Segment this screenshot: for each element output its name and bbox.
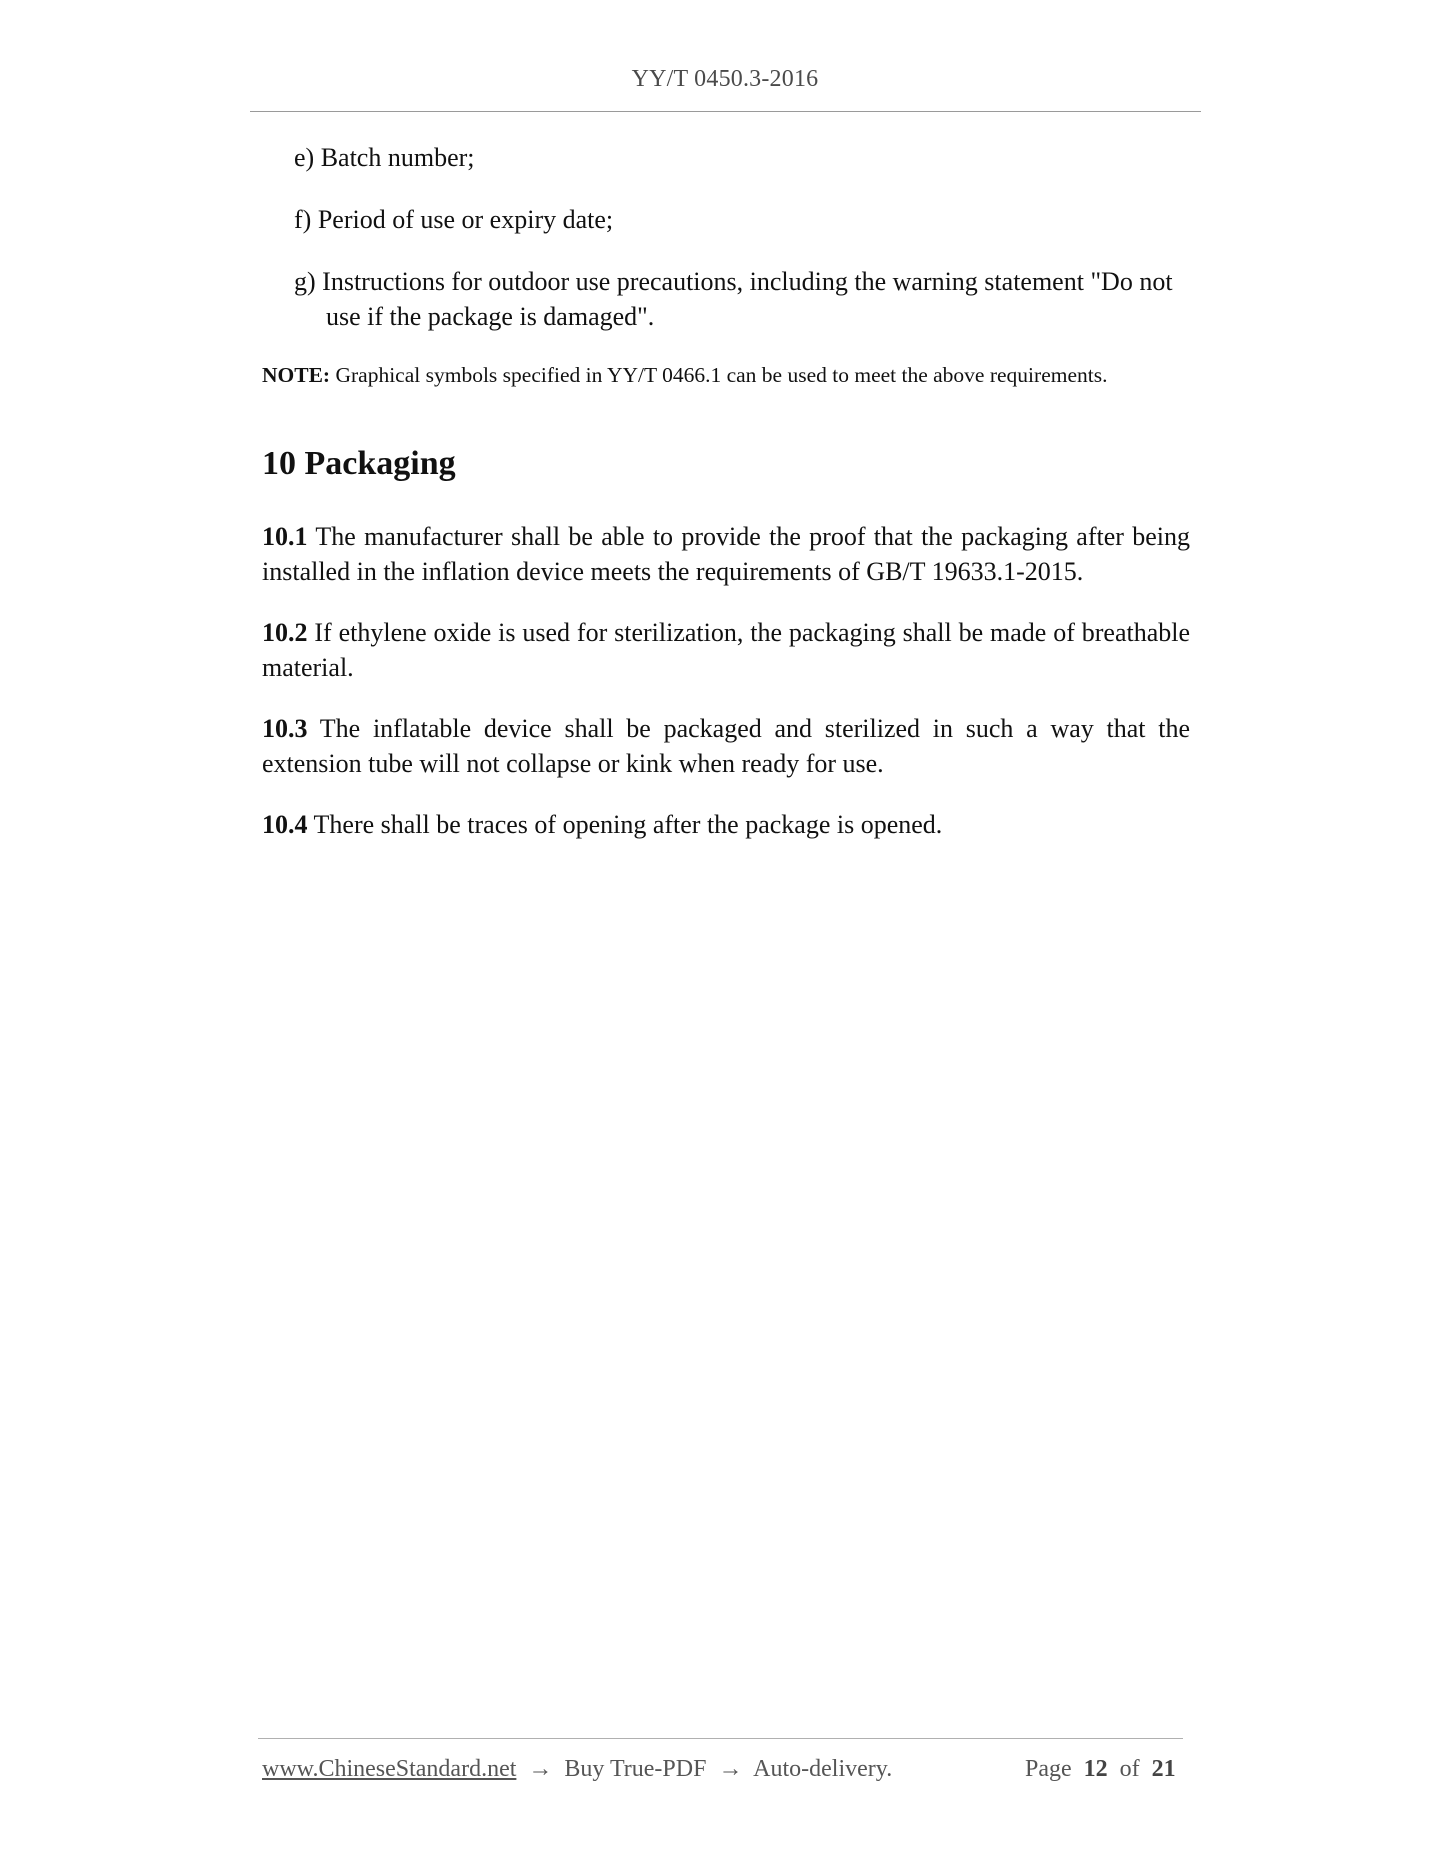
clause-number: 10.1 <box>262 522 308 551</box>
list-marker: g) <box>294 267 316 296</box>
of-label: of <box>1119 1756 1140 1782</box>
list-item-e <box>294 140 1190 175</box>
list-item-f <box>294 202 1190 237</box>
document-code-header: YY/T 0450.3-2016 <box>631 66 819 92</box>
list-text: Instructions for outdoor use precautions, including the warning statement "Do not use if the package is damaged". <box>322 267 1173 331</box>
note-label: NOTE: <box>262 363 331 387</box>
clause-10-3 <box>262 711 1190 781</box>
list-marker: e) <box>294 143 315 172</box>
page-total: 21 <box>1151 1756 1176 1782</box>
header-divider <box>250 111 1201 112</box>
footer-divider <box>258 1738 1183 1739</box>
list-item-g <box>294 264 1190 334</box>
page-indicator <box>1025 1756 1176 1783</box>
list-marker: f) <box>294 205 312 234</box>
clause-text: The manufacturer shall be able to provide the proof that the packaging after being installed in the inflation device meets the requirements of GB/T 19633.1-2015. <box>262 522 1190 586</box>
clause-text: The inflatable device shall be packaged and sterilized in such a way that the extension tube will not collapse or kink when ready for use. <box>262 714 1190 778</box>
note-paragraph <box>262 360 1190 390</box>
arrow-right-icon: → <box>718 1756 743 1782</box>
note-text: Graphical symbols specified in YY/T 0466.1 can be used to meet the above requirements. <box>335 363 1108 387</box>
clause-10-2 <box>262 615 1190 685</box>
arrow-right-icon: → <box>528 1756 553 1782</box>
page-label: Page <box>1025 1756 1072 1782</box>
delivery-text: Auto-delivery. <box>753 1756 893 1782</box>
site-link[interactable]: www.ChineseStandard.net <box>262 1756 517 1782</box>
list-text: Batch number; <box>320 143 475 172</box>
clause-text: If ethylene oxide is used for sterilization, the packaging shall be made of breathable material. <box>262 618 1191 682</box>
clause-text: There shall be traces of opening after the package is opened. <box>313 810 943 839</box>
clause-10-4 <box>262 807 1190 842</box>
section-heading: 10 Packaging <box>262 445 456 482</box>
page-body <box>262 140 1190 842</box>
clause-number: 10.4 <box>262 810 308 839</box>
clause-number: 10.3 <box>262 714 308 743</box>
page-current: 12 <box>1083 1756 1108 1782</box>
clause-number: 10.2 <box>262 618 308 647</box>
list-text: Period of use or expiry date; <box>317 205 614 234</box>
buy-text: Buy True-PDF <box>564 1756 707 1782</box>
clause-10-1 <box>262 519 1190 589</box>
footer-promo <box>262 1756 892 1783</box>
